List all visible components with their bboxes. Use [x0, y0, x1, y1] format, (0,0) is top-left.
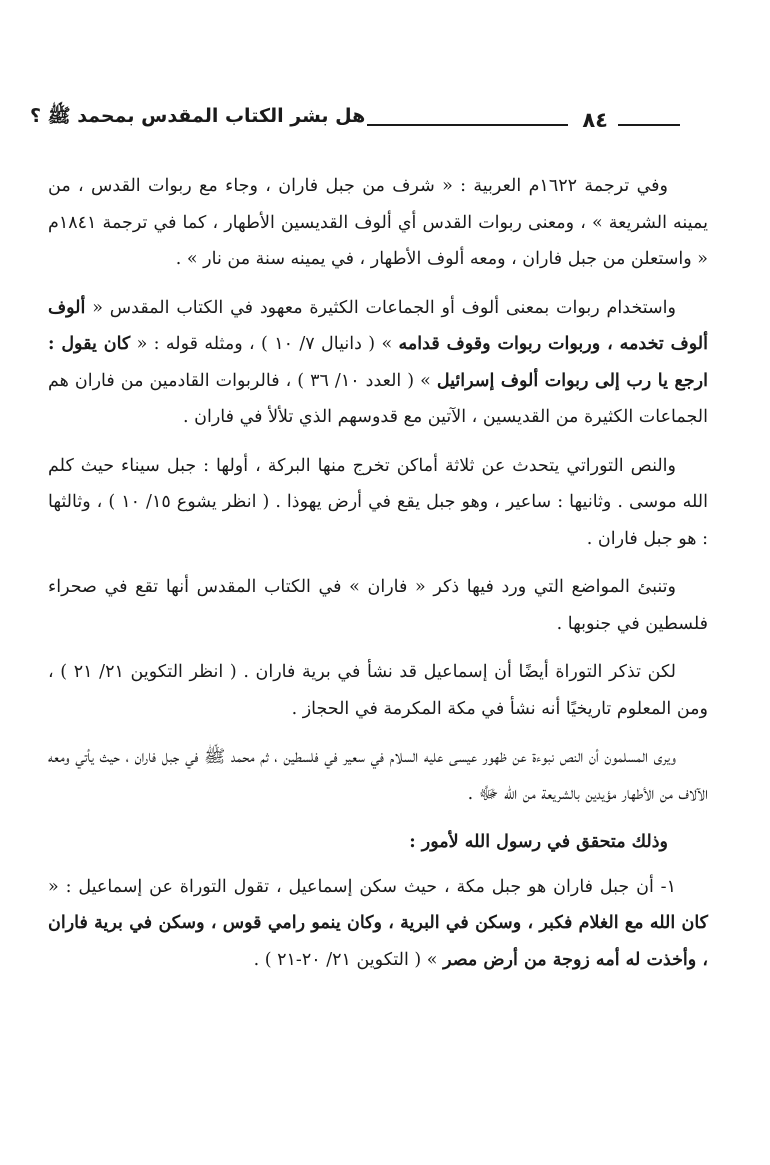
quote-genesis: كان الله مع الغلام فكبر ، وسكن في البرية ، وكان ينمو رامي قوس ، وسكن في برية فاران ، وأخذت له أمه زوجة من أرض مصر	[48, 913, 708, 970]
paragraph-5: لكن تذكر التوراة أيضًا أن إسماعيل قد نشأ في برية فاران . ( انظر التكوين ٢١/ ٢١ ) ، ومن المعلوم تاريخيًا أنه نشأ في مكة المكرمة في الحجاز .	[48, 662, 708, 719]
quote-daniel: ألوف ألوف تخدمه ، وربوات ربوات وقوف قدامه	[48, 297, 709, 354]
paragraph-2-text-c: » ( دانيال ٧/ ١٠ ) ، ومثله قوله : «	[130, 334, 399, 354]
header-rule	[367, 124, 568, 126]
paragraph-4: وتنبئ المواضع التي ورد فيها ذكر « فاران » في الكتاب المقدس أنها تقع في صحراء فلسطين في جنوبها .	[48, 577, 708, 634]
paragraph-2	[48, 290, 708, 436]
body-text	[48, 168, 708, 990]
paragraph-7	[48, 869, 708, 979]
paragraph-2-text-a: واستخدام ربوات بمعنى ألوف أو الجماعات الكثيرة معهود في الكتاب المقدس «	[85, 297, 676, 318]
paragraph-3: والنص التوراتي يتحدث عن ثلاثة أماكن تخرج منها البركة ، أولها : جبل سيناء حيث كلم الله موسى . وثانيها : ساعير ، وهو جبل يقع في أرض يهوذا . ( انظر يشوع ١٥/ ١٠ ) ، وثالثها : هو جبل فاران .	[48, 455, 708, 549]
paragraph-1: وفي ترجمة ١٦٢٢م العربية : « شرف من جبل فاران ، وجاء مع ربوات القدس ، من يمينه الشريعة » ، ومعنى ربوات القدس أي ألوف القديسين الأطهار ، كما في ترجمة ١٨٤١م « واستعلن من جبل فاران ، ومعه ألوف الأطهار ، في يمينه سنة من نار » .	[48, 176, 708, 269]
running-header	[30, 92, 680, 132]
paragraph-7-text-c: » ( التكوين ٢١/ ٢٠-٢١ ) .	[253, 949, 444, 970]
header-title: هل بشر الكتاب المقدس بمحمد ﷺ ؟	[30, 105, 366, 127]
quote-numbers: كان يقول : ارجع يا رب إلى ربوات ألوف إسرائيل	[48, 334, 708, 391]
paragraph-6: ويرى المسلمون أن النص نبوءة عن ظهور عيسى عليه السلام في سعير في فلسطين ، ثم محمد ﷺ في جبل فاران ، حيث يأتي ومعه الآلاف من الأطهار مؤيدين بالشريعة من الله ﷻ .	[48, 747, 708, 804]
paragraph-2-text-d: » ( العدد ١٠/ ٣٦ ) ، فالربوات القادمين من فاران هم الجماعات الكثيرة من القديسين ، الآتين مع قدوسهم الذي تلألأ في فاران .	[48, 370, 708, 427]
section-lead: وذلك متحقق في رسول الله لأمور :	[409, 832, 668, 852]
paragraph-7-text-a: ١- أن جبل فاران هو جبل مكة ، حيث سكن إسماعيل ، تقول التوراة عن إسماعيل : «	[48, 876, 676, 897]
page-number: ٨٤	[582, 108, 608, 132]
header-rule-right	[618, 124, 680, 126]
